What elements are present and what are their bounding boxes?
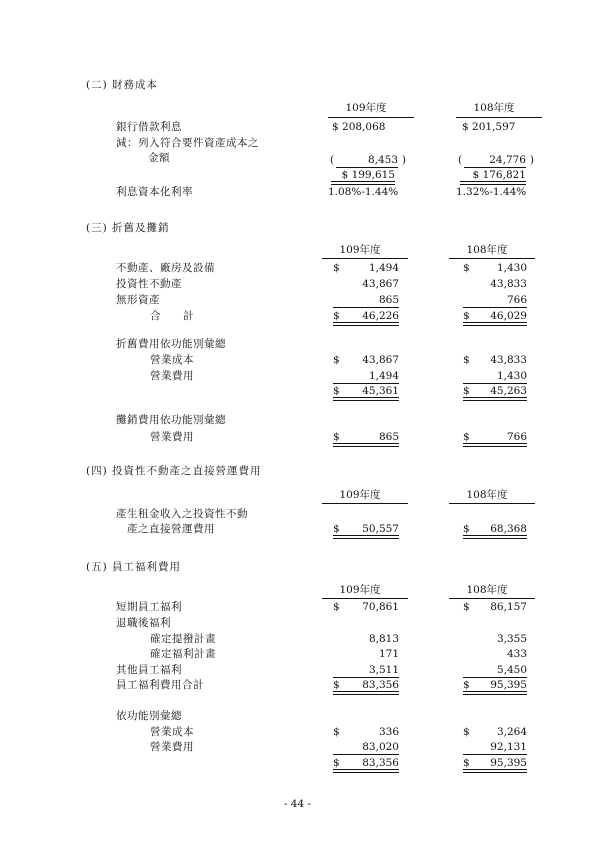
row-label: 減：列入符合要件資產成本之 [116, 137, 259, 149]
row-label: 短期員工福利 [116, 601, 182, 613]
value-109: $ 865 [333, 431, 399, 444]
row-label: 折舊費用依功能別彙總 [116, 338, 226, 350]
col-header-109: 109年度 [339, 584, 381, 596]
value-109: $ 46,226 [333, 310, 399, 323]
value-109: $ 208,068 [332, 121, 386, 133]
value-108: 3,355 [496, 633, 527, 645]
value-109: $ 43,867 [333, 354, 399, 366]
value-109: $ 199,615 [331, 169, 395, 182]
value-108: 1.32%-1.44% [456, 186, 527, 198]
row-label: 不動產、廠房及設備 [116, 262, 215, 274]
value-108: $ 176,821 [460, 169, 526, 182]
value-109: $ 83,356 [333, 757, 399, 770]
page-number: - 44 - [283, 798, 312, 810]
value-109: $ 1,494 [333, 262, 399, 274]
row-label: 合 計 [150, 310, 194, 322]
value-108: $ 68,368 [463, 523, 527, 536]
section-title-depreciation: (三) 折舊及攤銷 [86, 222, 170, 234]
row-label: 利息資本化利率 [116, 186, 193, 198]
header-rule [328, 117, 414, 118]
row-label: 確定福利計畫 [150, 648, 216, 660]
row-label: 營業費用 [150, 431, 194, 443]
value-109: $ 70,861 [333, 601, 399, 613]
header-rule [449, 258, 535, 259]
header-rule [322, 503, 408, 504]
value-108: $ 46,029 [463, 310, 527, 323]
row-label: 產生租金收入之投資性不動 [116, 508, 248, 520]
value-109: 8,813 [368, 633, 399, 645]
value-108: $ 43,833 [463, 354, 527, 366]
col-header-108: 108年度 [466, 489, 508, 501]
value-109: $ 83,356 [333, 679, 399, 692]
row-label: 依功能別彙總 [116, 710, 182, 722]
value-109: 1.08%-1.44% [328, 186, 399, 198]
value-108: $ 201,597 [462, 121, 516, 133]
value-108: 92,131 [463, 741, 527, 754]
value-108: $ 3,264 [463, 726, 527, 738]
value-108: $ 766 [463, 431, 527, 444]
value-108: $ 1,430 [463, 262, 527, 274]
header-rule [322, 258, 408, 259]
value-109: $ 45,361 [333, 385, 399, 398]
section-title-investment-property: (四) 投資性不動產之直接營運費用 [86, 465, 262, 477]
row-label: 營業成本 [150, 726, 194, 738]
value-109: 1,494 [333, 370, 399, 383]
col-header-108: 108年度 [473, 102, 515, 114]
row-label: 無形資產 [116, 294, 160, 306]
value-109: $ 50,557 [333, 523, 399, 536]
row-label: 其他員工福利 [116, 664, 182, 676]
row-label: 金額 [148, 152, 170, 164]
section-title-finance-cost: (二) 財務成本 [86, 79, 159, 91]
col-header-108: 108年度 [466, 244, 508, 256]
row-label: 確定提撥計畫 [150, 633, 216, 645]
row-label: 產之直接營運費用 [127, 523, 215, 535]
header-rule [456, 117, 542, 118]
row-label: 銀行借款利息 [116, 121, 182, 133]
value-109: 83,020 [333, 741, 399, 754]
value-108: 433 [506, 648, 527, 660]
value-109: 865 [333, 294, 399, 307]
value-109: ( 8,453 ) [330, 154, 406, 166]
row-label: 營業成本 [150, 354, 194, 366]
header-rule [449, 503, 535, 504]
header-rule [449, 598, 535, 599]
row-label: 員工福利費用合計 [116, 679, 204, 691]
value-108: 766 [463, 294, 527, 307]
col-header-109: 109年度 [345, 102, 387, 114]
value-108: $ 95,395 [463, 757, 527, 770]
section-title-employee-benefits: (五) 員工福利費用 [86, 561, 182, 573]
row-label: 投資性不動產 [116, 278, 182, 290]
value-109: $ 336 [333, 726, 399, 738]
value-109: 3,511 [333, 664, 399, 677]
value-109: 171 [378, 648, 399, 660]
value-108: $ 95,395 [463, 679, 527, 692]
col-header-109: 109年度 [339, 489, 381, 501]
row-label: 退職後福利 [116, 617, 171, 629]
row-label: 營業費用 [150, 741, 194, 753]
row-label: 攤銷費用依功能別彙總 [116, 414, 226, 426]
col-header-108: 108年度 [466, 584, 508, 596]
value-108: $ 86,157 [463, 601, 527, 613]
row-label: 營業費用 [150, 370, 194, 382]
header-rule [322, 598, 408, 599]
value-108: 5,450 [463, 664, 527, 677]
value-108: $ 45,263 [463, 385, 527, 398]
value-108: ( 24,776 ) [458, 154, 534, 166]
value-108: 43,833 [490, 278, 527, 290]
value-108: 1,430 [463, 370, 527, 383]
col-header-109: 109年度 [339, 244, 381, 256]
value-109: 43,867 [362, 278, 399, 290]
